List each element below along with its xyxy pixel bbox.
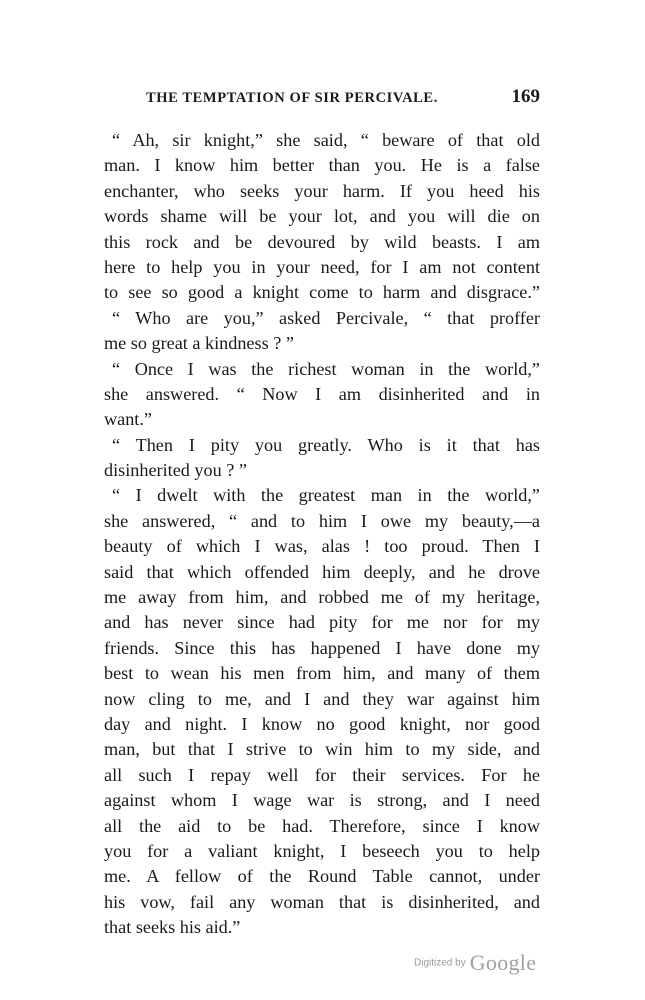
text-line: and has never since had pity for me nor for my [104,612,540,633]
body-text [104,128,540,941]
chapter-title: THE TEMPTATION OF SIR PERCIVALE. [146,90,438,106]
text-line: friends. Since this has happened I have done my [104,637,540,658]
text-line: all the aid to be had. Therefore, since I know [104,815,540,836]
text-line: beauty of which I was, alas ! too proud. Then I [104,536,540,557]
text-line: me so great a kindness ? ” [104,333,294,354]
text-line: she answered. “ Now I am disinherited and in [104,383,540,404]
text-line: here to help you in your need, for I am not content [104,256,540,277]
text-line: she answered, “ and to him I owe my beauty,—a [104,510,540,531]
watermark-prefix: Digitized by [414,957,466,969]
text-line: to see so good a knight come to harm and disgrace.” [104,282,540,303]
text-line: “ Ah, sir knight,” she said, “ beware of that old [112,130,540,150]
text-line: you for a valiant knight, I beseech you to help [104,840,540,861]
text-line: “ Then I pity you greatly. Who is it that has [112,434,540,455]
text-line: “ I dwelt with the greatest man in the world,” [112,485,540,506]
page-number: 169 [511,86,540,107]
text-line: day and night. I know no good knight, nor good [104,713,540,734]
text-line: words shame will be your lot, and you will die on [104,206,540,227]
text-line: this rock and be devoured by wild beasts. I am [104,231,540,252]
text-line: me away from him, and robbed me of my heritage, [104,587,540,608]
text-line: that seeks his aid.” [104,917,241,938]
text-line: disinherited you ? ” [104,460,247,481]
text-line: said that which offended him deeply, and he drove [104,561,540,582]
text-line: best to wean his men from him, and many of them [104,663,540,684]
text-line: me. A fellow of the Round Table cannot, under [104,866,540,887]
google-logo: Google [469,950,537,975]
text-line: man. I know him better than you. He is a false [104,155,540,176]
text-line: all such I repay well for their services. For he [104,764,540,785]
text-line: man, but that I strive to win him to my side, and [104,739,540,760]
text-line: “ Once I was the richest woman in the world,” [112,358,540,379]
text-line: want.” [104,409,152,430]
text-line: “ Who are you,” asked Percivale, “ that proffer [112,307,540,328]
text-line: against whom I wage war is strong, and I need [104,790,540,811]
text-line: now cling to me, and I and they war against him [104,688,540,709]
digitized-watermark [414,950,536,980]
text-line: enchanter, who seeks your harm. If you heed his [104,180,540,201]
running-head [104,86,540,114]
text-line: his vow, fail any woman that is disinherited, and [104,891,540,912]
